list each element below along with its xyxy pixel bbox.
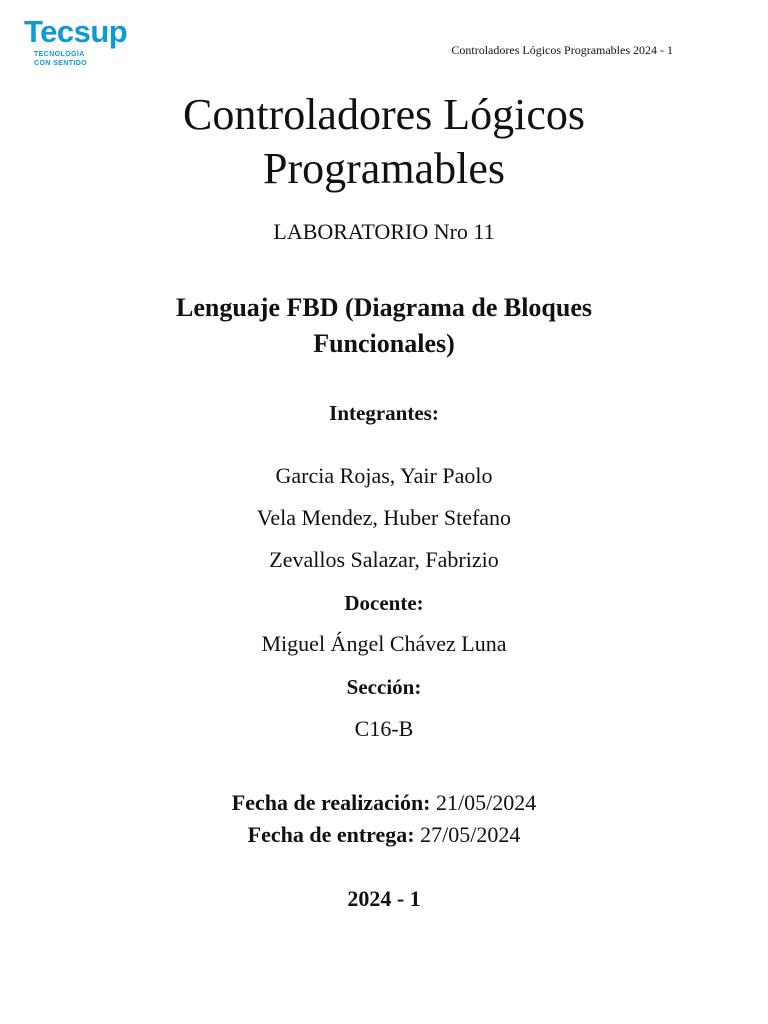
course-title-line-2: Programables [263,144,505,193]
logo-tagline-line-2: CON SENTIDO [34,60,88,67]
running-header: Controladores Lógicos Programables 2024 - 1 [451,43,673,57]
lab-number: LABORATORIO Nro 11 [273,219,495,244]
date-done-line [0,789,768,817]
academic-year: 2024 - 1 [347,886,421,911]
date-due-label: Fecha de entrega: [247,822,415,847]
tecsup-logo [24,14,154,70]
section-label: Sección: [346,675,422,699]
subject-title-line-1: Lenguaje FBD (Diagrama de Bloques [176,293,592,322]
teacher-name: Miguel Ángel Chávez Luna [261,631,507,656]
members-label: Integrantes: [329,401,439,425]
section-value: C16-B [354,716,414,741]
date-due-value: 27/05/2024 [420,822,521,847]
course-title [0,88,768,196]
date-done-value: 21/05/2024 [436,790,537,815]
subject-title [0,290,768,362]
member-name: Garcia Rojas, Yair Paolo [275,463,493,488]
member-name: Zevallos Salazar, Fabrizio [269,547,499,572]
date-due-line [0,821,768,849]
course-title-line-1: Controladores Lógicos [182,90,586,139]
teacher-label: Docente: [344,591,424,615]
logo-tagline-line-1: TECNOLOGÍA [34,51,85,58]
date-done-label: Fecha de realización: [231,790,431,815]
logo-wordmark: Tecsup [24,14,128,49]
member-name: Vela Mendez, Huber Stefano [256,505,512,530]
subject-title-line-2: Funcionales) [313,329,455,358]
